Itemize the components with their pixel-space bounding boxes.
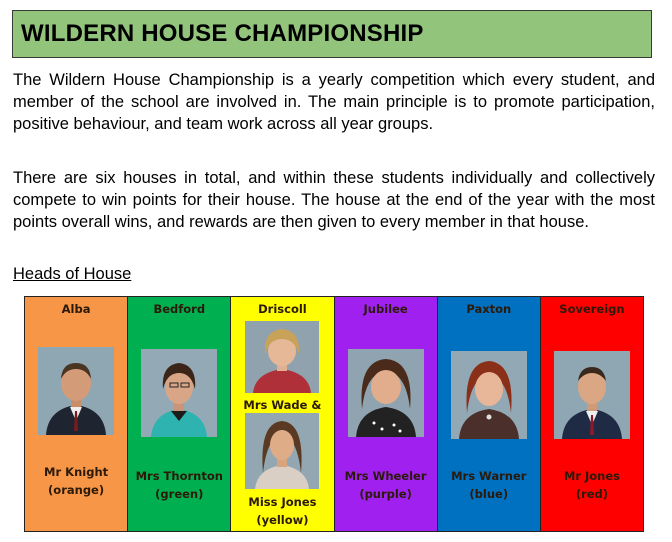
- portrait-photo: [38, 347, 114, 435]
- house-colour-label: (red): [575, 487, 609, 501]
- head-name: Mrs Thornton: [135, 469, 223, 483]
- house-jubilee: [335, 297, 438, 531]
- head-name: Mr Jones: [563, 469, 621, 483]
- rules-paragraph: There are six houses in total, and within these students individually and collectively compete to win points for their house. The house at the end of the year with the most points overall wins, and rewards are then given to every member in that house.: [13, 169, 655, 231]
- heads-of-house-heading: Heads of House: [13, 265, 132, 283]
- house-alba: [25, 297, 128, 531]
- house-name: Jubilee: [363, 302, 408, 316]
- house-colour-label: (yellow): [256, 513, 309, 527]
- house-name: Bedford: [153, 302, 206, 316]
- house-sovereign: [541, 297, 643, 531]
- portrait-photo: [141, 349, 217, 437]
- house-name: Driscoll: [258, 302, 307, 316]
- title-banner: [12, 10, 652, 58]
- page-title: WILDERN HOUSE CHAMPIONSHIP: [21, 20, 424, 47]
- head-name-line1: Mrs Wade &: [243, 398, 322, 412]
- house-colour-label: (orange): [48, 483, 105, 497]
- head-name: Mr Knight: [44, 465, 109, 479]
- portrait-photo: [245, 321, 319, 393]
- portrait-photo: [554, 351, 630, 439]
- portrait-photo: [348, 349, 424, 437]
- head-name-line2: Miss Jones: [248, 495, 317, 509]
- house-colour-label: (purple): [359, 487, 412, 501]
- house-colour-label: (green): [155, 487, 204, 501]
- intro-paragraph: The Wildern House Championship is a yearly competition which every student, and member of the school are involved in. The main principle is to promote participation, positive behaviour, and team work across all year groups.: [13, 71, 655, 133]
- houses-table: [24, 296, 644, 532]
- house-paxton: [438, 297, 541, 531]
- portrait-photo: [245, 413, 319, 489]
- house-name: Alba: [61, 302, 91, 316]
- house-bedford: [128, 297, 231, 531]
- house-name: Sovereign: [559, 302, 625, 316]
- head-name: Mrs Wheeler: [344, 469, 427, 483]
- house-driscoll: [231, 297, 334, 531]
- house-name: Paxton: [466, 302, 512, 316]
- head-name: Mrs Warner: [451, 469, 527, 483]
- portrait-photo: [451, 351, 527, 439]
- house-colour-label: (blue): [469, 487, 509, 501]
